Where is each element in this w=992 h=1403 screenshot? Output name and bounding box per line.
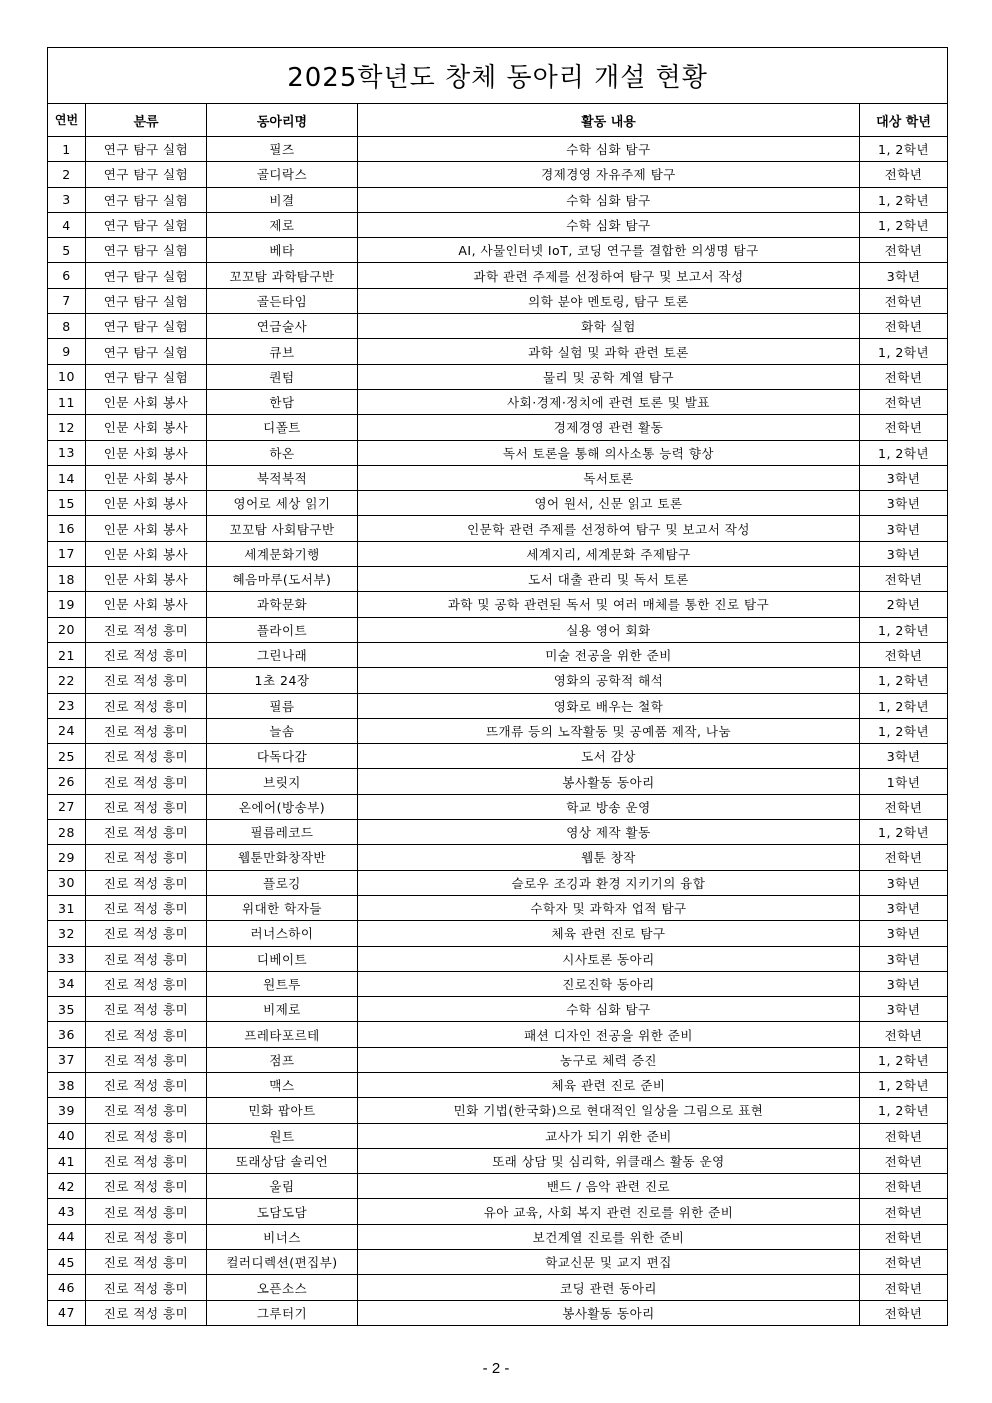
table-row xyxy=(48,1148,948,1173)
cell-category: 연구 탐구 실험 xyxy=(86,288,207,313)
cell-num: 46 xyxy=(48,1275,86,1300)
cell-grade: 전학년 xyxy=(860,1250,948,1275)
cell-name: 온에어(방송부) xyxy=(207,794,358,819)
cell-num: 39 xyxy=(48,1098,86,1123)
cell-grade: 전학년 xyxy=(860,364,948,389)
cell-num: 11 xyxy=(48,389,86,414)
cell-activity: 봉사활동 동아리 xyxy=(358,1300,860,1325)
cell-num: 4 xyxy=(48,212,86,237)
cell-num: 6 xyxy=(48,263,86,288)
cell-category: 진로 적성 흥미 xyxy=(86,997,207,1022)
cell-name: 필즈 xyxy=(207,137,358,162)
cell-name: 플라이트 xyxy=(207,617,358,642)
table-row xyxy=(48,212,948,237)
cell-num: 23 xyxy=(48,693,86,718)
cell-activity: 수학 심화 탐구 xyxy=(358,212,860,237)
cell-num: 1 xyxy=(48,137,86,162)
cell-category: 진로 적성 흥미 xyxy=(86,718,207,743)
cell-grade: 1, 2학년 xyxy=(860,693,948,718)
cell-grade: 1, 2학년 xyxy=(860,187,948,212)
cell-name: 디베이트 xyxy=(207,946,358,971)
cell-category: 진로 적성 흥미 xyxy=(86,1148,207,1173)
cell-activity: 시사토론 동아리 xyxy=(358,946,860,971)
cell-num: 8 xyxy=(48,314,86,339)
table-row xyxy=(48,1300,948,1325)
cell-name: 연금술사 xyxy=(207,314,358,339)
cell-name: 민화 팝아트 xyxy=(207,1098,358,1123)
cell-activity: 과학 및 공학 관련된 독서 및 여러 매체를 통한 진로 탐구 xyxy=(358,592,860,617)
cell-name: 또래상담 솔리언 xyxy=(207,1148,358,1173)
table-row xyxy=(48,845,948,870)
cell-category: 연구 탐구 실험 xyxy=(86,238,207,263)
cell-activity: 인문학 관련 주제를 선정하여 탐구 및 보고서 작성 xyxy=(358,516,860,541)
cell-category: 진로 적성 흥미 xyxy=(86,1123,207,1148)
cell-category: 진로 적성 흥미 xyxy=(86,845,207,870)
cell-num: 17 xyxy=(48,541,86,566)
table-row xyxy=(48,997,948,1022)
cell-grade: 3학년 xyxy=(860,491,948,516)
cell-grade: 1, 2학년 xyxy=(860,617,948,642)
cell-num: 7 xyxy=(48,288,86,313)
cell-name: 프레타포르테 xyxy=(207,1022,358,1047)
cell-category: 연구 탐구 실험 xyxy=(86,212,207,237)
cell-category: 인문 사회 봉사 xyxy=(86,415,207,440)
cell-grade: 1, 2학년 xyxy=(860,339,948,364)
cell-name: 꼬꼬탐 과학탐구반 xyxy=(207,263,358,288)
table-row xyxy=(48,187,948,212)
table-row xyxy=(48,137,948,162)
cell-num: 21 xyxy=(48,642,86,667)
cell-num: 30 xyxy=(48,870,86,895)
table-row xyxy=(48,744,948,769)
table-row xyxy=(48,541,948,566)
table-row xyxy=(48,491,948,516)
cell-activity: 수학 심화 탐구 xyxy=(358,187,860,212)
table-row xyxy=(48,1072,948,1097)
table-row xyxy=(48,288,948,313)
cell-category: 진로 적성 흥미 xyxy=(86,1300,207,1325)
cell-category: 진로 적성 흥미 xyxy=(86,1047,207,1072)
table-row xyxy=(48,1022,948,1047)
cell-name: 그루터기 xyxy=(207,1300,358,1325)
table-row xyxy=(48,820,948,845)
cell-grade: 1, 2학년 xyxy=(860,212,948,237)
cell-category: 연구 탐구 실험 xyxy=(86,137,207,162)
cell-grade: 3학년 xyxy=(860,895,948,920)
table-row xyxy=(48,642,948,667)
cell-grade: 전학년 xyxy=(860,1224,948,1249)
cell-activity: 패션 디자인 전공을 위한 준비 xyxy=(358,1022,860,1047)
cell-category: 진로 적성 흥미 xyxy=(86,1199,207,1224)
cell-name: 다독다감 xyxy=(207,744,358,769)
table-row xyxy=(48,238,948,263)
cell-activity: 영화로 배우는 철학 xyxy=(358,693,860,718)
cell-grade: 1, 2학년 xyxy=(860,668,948,693)
cell-activity: 사회·경제·정치에 관련 토론 및 발표 xyxy=(358,389,860,414)
cell-name: 세계문화기행 xyxy=(207,541,358,566)
table-row xyxy=(48,1275,948,1300)
cell-activity: 의학 분야 멘토링, 탐구 토론 xyxy=(358,288,860,313)
cell-num: 26 xyxy=(48,769,86,794)
cell-activity: 진로진학 동아리 xyxy=(358,971,860,996)
cell-grade: 전학년 xyxy=(860,238,948,263)
page-number: - 2 - xyxy=(482,1360,510,1377)
cell-name: 비너스 xyxy=(207,1224,358,1249)
cell-name: 원트투 xyxy=(207,971,358,996)
cell-grade: 전학년 xyxy=(860,567,948,592)
cell-name: 원트 xyxy=(207,1123,358,1148)
table-header-row xyxy=(48,104,948,137)
cell-num: 9 xyxy=(48,339,86,364)
cell-activity: 영화의 공학적 해석 xyxy=(358,668,860,693)
cell-grade: 3학년 xyxy=(860,946,948,971)
cell-category: 진로 적성 흥미 xyxy=(86,946,207,971)
cell-activity: 민화 기법(한국화)으로 현대적인 일상을 그림으로 표현 xyxy=(358,1098,860,1123)
cell-num: 19 xyxy=(48,592,86,617)
cell-name: 그린나래 xyxy=(207,642,358,667)
table-row xyxy=(48,567,948,592)
page-title: 2025학년도 창체 동아리 개설 현황 xyxy=(48,48,948,104)
cell-name: 맥스 xyxy=(207,1072,358,1097)
cell-num: 15 xyxy=(48,491,86,516)
table-row xyxy=(48,617,948,642)
cell-category: 진로 적성 흥미 xyxy=(86,668,207,693)
cell-activity: 화학 실험 xyxy=(358,314,860,339)
cell-activity: 수학 심화 탐구 xyxy=(358,137,860,162)
table-row xyxy=(48,946,948,971)
table-row xyxy=(48,971,948,996)
cell-name: 1초 24장 xyxy=(207,668,358,693)
table-row xyxy=(48,592,948,617)
cell-activity: 체육 관련 진로 준비 xyxy=(358,1072,860,1097)
cell-grade: 전학년 xyxy=(860,794,948,819)
table-row xyxy=(48,895,948,920)
cell-activity: 밴드 / 음악 관련 진로 xyxy=(358,1174,860,1199)
cell-num: 13 xyxy=(48,440,86,465)
cell-num: 40 xyxy=(48,1123,86,1148)
cell-category: 연구 탐구 실험 xyxy=(86,263,207,288)
cell-grade: 1, 2학년 xyxy=(860,820,948,845)
cell-num: 16 xyxy=(48,516,86,541)
cell-grade: 전학년 xyxy=(860,1123,948,1148)
cell-num: 2 xyxy=(48,162,86,187)
cell-grade: 1, 2학년 xyxy=(860,137,948,162)
cell-activity: 슬로우 조깅과 환경 지키기의 융합 xyxy=(358,870,860,895)
cell-name: 퀀텀 xyxy=(207,364,358,389)
cell-activity: 실용 영어 회화 xyxy=(358,617,860,642)
table-row xyxy=(48,263,948,288)
cell-category: 인문 사회 봉사 xyxy=(86,516,207,541)
cell-grade: 3학년 xyxy=(860,870,948,895)
cell-name: 북적북적 xyxy=(207,465,358,490)
cell-grade: 3학년 xyxy=(860,971,948,996)
cell-name: 울림 xyxy=(207,1174,358,1199)
cell-name: 꼬꼬탐 사회탐구반 xyxy=(207,516,358,541)
cell-activity: 또래 상담 및 심리학, 위클래스 활동 운영 xyxy=(358,1148,860,1173)
cell-num: 45 xyxy=(48,1250,86,1275)
cell-name: 골든타임 xyxy=(207,288,358,313)
cell-category: 진로 적성 흥미 xyxy=(86,1275,207,1300)
cell-name: 점프 xyxy=(207,1047,358,1072)
cell-grade: 3학년 xyxy=(860,921,948,946)
table-row xyxy=(48,1250,948,1275)
cell-grade: 전학년 xyxy=(860,314,948,339)
cell-name: 베타 xyxy=(207,238,358,263)
cell-name: 컬러디렉션(편집부) xyxy=(207,1250,358,1275)
cell-num: 43 xyxy=(48,1199,86,1224)
cell-category: 진로 적성 흥미 xyxy=(86,693,207,718)
cell-name: 골디락스 xyxy=(207,162,358,187)
cell-category: 진로 적성 흥미 xyxy=(86,794,207,819)
cell-activity: 경제경영 자유주제 탐구 xyxy=(358,162,860,187)
cell-grade: 3학년 xyxy=(860,465,948,490)
cell-category: 인문 사회 봉사 xyxy=(86,567,207,592)
cell-grade: 3학년 xyxy=(860,541,948,566)
cell-num: 36 xyxy=(48,1022,86,1047)
cell-name: 한담 xyxy=(207,389,358,414)
cell-category: 연구 탐구 실험 xyxy=(86,162,207,187)
cell-activity: 코딩 관련 동아리 xyxy=(358,1275,860,1300)
cell-category: 연구 탐구 실험 xyxy=(86,339,207,364)
cell-category: 진로 적성 흥미 xyxy=(86,744,207,769)
cell-category: 진로 적성 흥미 xyxy=(86,642,207,667)
cell-category: 진로 적성 흥미 xyxy=(86,1022,207,1047)
cell-num: 38 xyxy=(48,1072,86,1097)
cell-name: 큐브 xyxy=(207,339,358,364)
cell-name: 웹툰만화창작반 xyxy=(207,845,358,870)
table-row xyxy=(48,921,948,946)
cell-grade: 전학년 xyxy=(860,642,948,667)
cell-grade: 1, 2학년 xyxy=(860,440,948,465)
cell-category: 진로 적성 흥미 xyxy=(86,617,207,642)
cell-activity: 세계지리, 세계문화 주제탐구 xyxy=(358,541,860,566)
cell-grade: 전학년 xyxy=(860,1275,948,1300)
cell-num: 5 xyxy=(48,238,86,263)
table-row xyxy=(48,693,948,718)
cell-num: 20 xyxy=(48,617,86,642)
document-page xyxy=(47,47,947,1326)
cell-grade: 1, 2학년 xyxy=(860,1072,948,1097)
table-row xyxy=(48,339,948,364)
cell-num: 41 xyxy=(48,1148,86,1173)
cell-activity: AI, 사물인터넷 IoT, 코딩 연구를 결합한 의생명 탐구 xyxy=(358,238,860,263)
cell-activity: 과학 관련 주제를 선정하여 탐구 및 보고서 작성 xyxy=(358,263,860,288)
cell-grade: 1, 2학년 xyxy=(860,1098,948,1123)
cell-num: 44 xyxy=(48,1224,86,1249)
cell-category: 인문 사회 봉사 xyxy=(86,389,207,414)
cell-name: 플로깅 xyxy=(207,870,358,895)
cell-category: 연구 탐구 실험 xyxy=(86,364,207,389)
cell-num: 35 xyxy=(48,997,86,1022)
header-num: 연번 xyxy=(48,104,86,137)
cell-category: 진로 적성 흥미 xyxy=(86,820,207,845)
table-row xyxy=(48,516,948,541)
cell-grade: 3학년 xyxy=(860,997,948,1022)
table-row xyxy=(48,1224,948,1249)
cell-category: 진로 적성 흥미 xyxy=(86,870,207,895)
table-row xyxy=(48,314,948,339)
cell-activity: 봉사활동 동아리 xyxy=(358,769,860,794)
cell-category: 진로 적성 흥미 xyxy=(86,769,207,794)
cell-num: 47 xyxy=(48,1300,86,1325)
table-row xyxy=(48,1123,948,1148)
cell-grade: 1, 2학년 xyxy=(860,718,948,743)
cell-category: 인문 사회 봉사 xyxy=(86,491,207,516)
cell-num: 18 xyxy=(48,567,86,592)
cell-category: 진로 적성 흥미 xyxy=(86,1072,207,1097)
table-row xyxy=(48,668,948,693)
cell-activity: 독서 토론을 통해 의사소통 능력 향상 xyxy=(358,440,860,465)
cell-category: 진로 적성 흥미 xyxy=(86,1098,207,1123)
cell-activity: 독서토론 xyxy=(358,465,860,490)
cell-grade: 전학년 xyxy=(860,162,948,187)
cell-activity: 뜨개류 등의 노작활동 및 공예품 제작, 나눔 xyxy=(358,718,860,743)
header-name: 동아리명 xyxy=(207,104,358,137)
cell-activity: 영상 제작 활동 xyxy=(358,820,860,845)
cell-grade: 전학년 xyxy=(860,415,948,440)
header-activity: 활동 내용 xyxy=(358,104,860,137)
cell-num: 42 xyxy=(48,1174,86,1199)
cell-name: 비결 xyxy=(207,187,358,212)
cell-num: 31 xyxy=(48,895,86,920)
cell-grade: 전학년 xyxy=(860,845,948,870)
cell-grade: 3학년 xyxy=(860,516,948,541)
cell-name: 혜음마루(도서부) xyxy=(207,567,358,592)
cell-activity: 도서 감상 xyxy=(358,744,860,769)
cell-activity: 물리 및 공학 계열 탐구 xyxy=(358,364,860,389)
table-row xyxy=(48,794,948,819)
cell-name: 디폴트 xyxy=(207,415,358,440)
table-row xyxy=(48,1047,948,1072)
cell-activity: 영어 원서, 신문 읽고 토론 xyxy=(358,491,860,516)
cell-num: 10 xyxy=(48,364,86,389)
table-row xyxy=(48,364,948,389)
cell-category: 진로 적성 흥미 xyxy=(86,1250,207,1275)
table-row xyxy=(48,415,948,440)
cell-num: 25 xyxy=(48,744,86,769)
cell-activity: 수학자 및 과학자 업적 탐구 xyxy=(358,895,860,920)
cell-activity: 농구로 체력 증진 xyxy=(358,1047,860,1072)
cell-grade: 1, 2학년 xyxy=(860,1047,948,1072)
cell-grade: 전학년 xyxy=(860,1022,948,1047)
cell-name: 비제로 xyxy=(207,997,358,1022)
cell-num: 14 xyxy=(48,465,86,490)
cell-num: 12 xyxy=(48,415,86,440)
cell-name: 오픈소스 xyxy=(207,1275,358,1300)
cell-category: 진로 적성 흥미 xyxy=(86,1224,207,1249)
cell-grade: 3학년 xyxy=(860,744,948,769)
cell-activity: 교사가 되기 위한 준비 xyxy=(358,1123,860,1148)
cell-category: 인문 사회 봉사 xyxy=(86,440,207,465)
cell-category: 진로 적성 흥미 xyxy=(86,921,207,946)
cell-activity: 유아 교육, 사회 복지 관련 진로를 위한 준비 xyxy=(358,1199,860,1224)
cell-grade: 3학년 xyxy=(860,263,948,288)
cell-name: 필름 xyxy=(207,693,358,718)
table-row xyxy=(48,465,948,490)
table-row xyxy=(48,1199,948,1224)
cell-num: 29 xyxy=(48,845,86,870)
cell-name: 영어로 세상 읽기 xyxy=(207,491,358,516)
table-body xyxy=(48,137,948,1326)
cell-grade: 전학년 xyxy=(860,1199,948,1224)
cell-name: 필름레코드 xyxy=(207,820,358,845)
table-row xyxy=(48,389,948,414)
cell-num: 27 xyxy=(48,794,86,819)
cell-num: 22 xyxy=(48,668,86,693)
cell-grade: 전학년 xyxy=(860,1148,948,1173)
table-row xyxy=(48,718,948,743)
cell-activity: 학교 방송 운영 xyxy=(358,794,860,819)
cell-name: 늘솜 xyxy=(207,718,358,743)
cell-num: 3 xyxy=(48,187,86,212)
cell-grade: 2학년 xyxy=(860,592,948,617)
cell-num: 28 xyxy=(48,820,86,845)
cell-category: 진로 적성 흥미 xyxy=(86,895,207,920)
cell-grade: 전학년 xyxy=(860,1300,948,1325)
cell-grade: 전학년 xyxy=(860,1174,948,1199)
cell-num: 24 xyxy=(48,718,86,743)
cell-num: 32 xyxy=(48,921,86,946)
header-category: 분류 xyxy=(86,104,207,137)
cell-grade: 전학년 xyxy=(860,288,948,313)
table-row xyxy=(48,162,948,187)
cell-activity: 웹툰 창작 xyxy=(358,845,860,870)
cell-category: 인문 사회 봉사 xyxy=(86,465,207,490)
cell-name: 위대한 학자들 xyxy=(207,895,358,920)
cell-category: 연구 탐구 실험 xyxy=(86,314,207,339)
cell-grade: 전학년 xyxy=(860,389,948,414)
table-row xyxy=(48,1174,948,1199)
cell-name: 과학문화 xyxy=(207,592,358,617)
cell-category: 인문 사회 봉사 xyxy=(86,592,207,617)
header-grade: 대상 학년 xyxy=(860,104,948,137)
cell-activity: 도서 대출 관리 및 독서 토론 xyxy=(358,567,860,592)
cell-activity: 경제경영 관련 활동 xyxy=(358,415,860,440)
cell-category: 인문 사회 봉사 xyxy=(86,541,207,566)
table-row xyxy=(48,1098,948,1123)
cell-category: 진로 적성 흥미 xyxy=(86,1174,207,1199)
table-row xyxy=(48,440,948,465)
cell-activity: 미술 전공을 위한 준비 xyxy=(358,642,860,667)
cell-activity: 과학 실험 및 과학 관련 토론 xyxy=(358,339,860,364)
cell-activity: 체육 관련 진로 탐구 xyxy=(358,921,860,946)
cell-category: 진로 적성 흥미 xyxy=(86,971,207,996)
club-table xyxy=(47,47,948,1326)
cell-name: 제로 xyxy=(207,212,358,237)
table-row xyxy=(48,769,948,794)
cell-activity: 수학 심화 탐구 xyxy=(358,997,860,1022)
cell-num: 34 xyxy=(48,971,86,996)
cell-activity: 보건계열 진로를 위한 준비 xyxy=(358,1224,860,1249)
cell-category: 연구 탐구 실험 xyxy=(86,187,207,212)
table-row xyxy=(48,870,948,895)
cell-num: 37 xyxy=(48,1047,86,1072)
cell-num: 33 xyxy=(48,946,86,971)
cell-name: 러너스하이 xyxy=(207,921,358,946)
cell-name: 하온 xyxy=(207,440,358,465)
cell-name: 브릿지 xyxy=(207,769,358,794)
cell-name: 도담도담 xyxy=(207,1199,358,1224)
cell-activity: 학교신문 및 교지 편집 xyxy=(358,1250,860,1275)
cell-grade: 1학년 xyxy=(860,769,948,794)
